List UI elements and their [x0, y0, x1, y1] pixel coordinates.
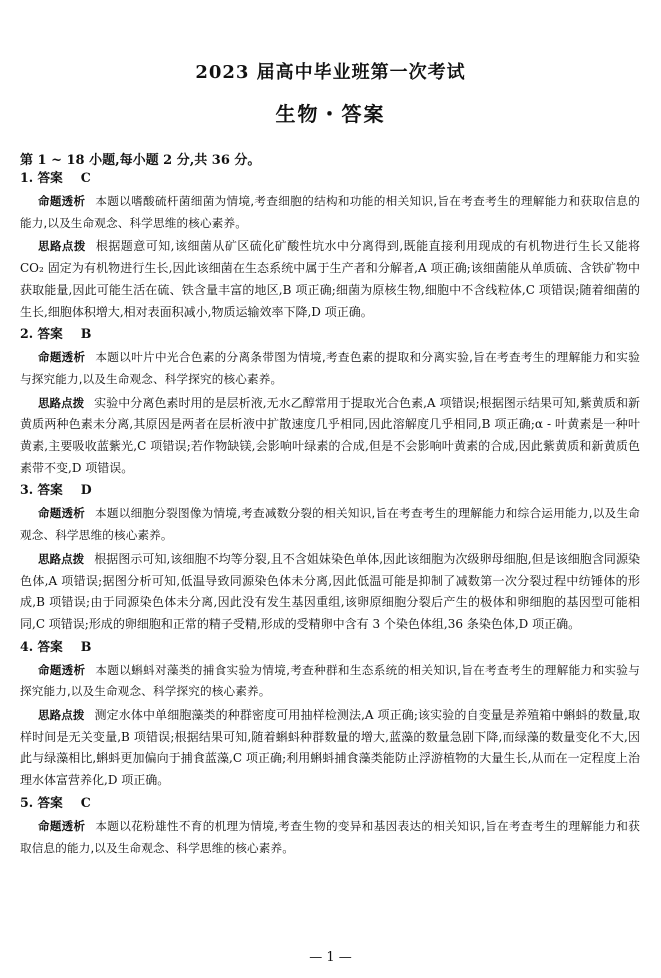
analysis-label: 思路点拨 — [38, 239, 86, 254]
commentary-text: 本题以花粉雄性不育的机理为情境,考查生物的变异和基因表达的相关知识,旨在考查考生的理解能力和获取信息的能力,以及生命观念、科学思维的核心素养。 — [20, 818, 640, 855]
commentary-paragraph — [20, 503, 640, 546]
answer-label: 答案 — [37, 638, 63, 654]
analysis-label: 思路点拨 — [38, 551, 85, 566]
analysis-text: 测定水体中单细胞藻类的种群密度可用抽样检测法,A 项正确;该实验的自变量是养殖箱中蝌蚪的数量,取样时间是无关变量,B 项错误;根据结果可知,随着蝌蚪种群数量的增大,蓝藻的数量急剧下降,而绿藻的数量变化不大,因此与绿藻相比,蝌蚪更加偏向于捕食蓝藻,C 项正确;利用蝌蚪捕食藻类能防止浮游植物的大量生长,从而在一定程度上治理水体富营养化,D 项正确。 — [20, 708, 641, 788]
analysis-paragraph — [20, 393, 640, 480]
commentary-paragraph — [20, 347, 640, 390]
commentary-text: 本题以蝌蚪对藻类的捕食实验为情境,考查种群和生态系统的相关知识,旨在考查考生的理解能力和实验与探究能力,以及生命观念、科学探究的核心素养。 — [20, 662, 640, 699]
page-number: — 1 — — [309, 950, 352, 965]
question-number: 1. — [20, 170, 34, 185]
commentary-label: 命题透析 — [38, 506, 86, 521]
analysis-text: 实验中分离色素时用的是层析液,无水乙醇常用于提取光合色素,A 项错误;根据图示结果可知,紫黄质和新黄质两种色素未分离,其原因是两者在层析液中扩散速度几乎相同,因此溶解度几乎相同,B 项正确;α - 叶黄素是一种叶黄素,主要吸收蓝紫光,C 项错误;若作物缺镁,会影响叶绿素的合成,但是不会影响叶黄素的合成,因此紫黄质和新黄质色素带不变,D 项错误。 — [20, 395, 640, 475]
commentary-label: 命题透析 — [38, 350, 86, 365]
answer-label: 答案 — [37, 794, 63, 810]
exam-title: 2023 届高中毕业班第一次考试 — [195, 62, 466, 83]
answer-list — [20, 170, 640, 862]
analysis-text: 根据图示可知,该细胞不均等分裂,且不含姐妹染色单体,因此该细胞为次级卵母细胞,但是该细胞含同源染色体,A 项错误;据图分析可知,低温导致同源染色体未分离,因此低温可能是抑制了减数第一次分裂过程中纺锤体的形成,B 项错误;由于同源染色体未分离,因此没有发生基因重组,该卵原细胞分裂后产生的极体和卵细胞的基因型可能相同,C 项错误;形成的卵细胞和正常的精子受精,形成的受精卵中含有 3 个染色体组,36 条染色体,D 项正确。 — [20, 551, 641, 631]
commentary-label: 命题透析 — [38, 818, 86, 833]
question-number: 4. — [20, 638, 34, 654]
answer-letter: C — [80, 170, 91, 185]
question-3 — [20, 482, 640, 635]
analysis-label: 思路点拨 — [38, 708, 85, 723]
answer-line — [20, 482, 640, 498]
commentary-paragraph — [20, 191, 640, 234]
answer-letter: D — [80, 482, 92, 498]
answer-line — [20, 639, 640, 655]
analysis-text: 根据题意可知,该细菌从矿区硫化矿酸性坑水中分离得到,既能直接利用现成的有机物进行生长又能将 CO₂ 固定为有机物进行生长,因此该细菌在生态系统中属于生产者和分解者,A 项正确;该细菌能从单质硫、含铁矿物中获取能量,因此可能生活在硫、铁含量丰富的地区,B 项正确;细菌为原核生物,细胞中不含线粒体,C 项错误;随着细菌的生长,细胞体积增大,相对表面积减小,物质运输效率下降,D 项正确。 — [20, 239, 641, 319]
scoring-note: 第 1 ~ 18 小题,每小题 2 分,共 36 分。 — [20, 153, 261, 168]
question-4 — [20, 639, 640, 792]
analysis-paragraph — [20, 705, 640, 792]
commentary-text: 本题以嗜酸硫杆菌细菌为情境,考查细胞的结构和功能的相关知识,旨在考查考生的理解能力和获取信息的能力,以及生命观念、科学思维的核心素养。 — [20, 194, 640, 230]
commentary-paragraph — [20, 660, 640, 703]
question-5 — [20, 795, 640, 859]
answer-line — [20, 795, 640, 811]
commentary-text: 本题以叶片中光合色素的分离条带图为情境,考查色素的提取和分离实验,旨在考查考生的理解能力和实验与探究能力,以及生命观念、科学探究的核心素养。 — [20, 350, 640, 386]
analysis-paragraph — [20, 549, 640, 636]
analysis-paragraph — [20, 236, 640, 323]
answer-letter: B — [80, 326, 92, 342]
answer-label: 答案 — [37, 170, 63, 185]
commentary-text: 本题以细胞分裂图像为情境,考查减数分裂的相关知识,旨在考查考生的理解能力和综合运用能力,以及生命观念、科学思维的核心素养。 — [20, 506, 640, 543]
answer-line — [20, 326, 640, 342]
analysis-label: 思路点拨 — [38, 395, 85, 410]
answer-label: 答案 — [37, 482, 63, 498]
commentary-label: 命题透析 — [38, 194, 86, 208]
question-number: 2. — [20, 326, 34, 342]
commentary-paragraph — [20, 816, 640, 859]
answer-label: 答案 — [37, 326, 63, 342]
question-2 — [20, 326, 640, 479]
answer-letter: B — [80, 638, 92, 654]
answer-subtitle: 生物・答案 — [275, 102, 386, 126]
commentary-label: 命题透析 — [38, 662, 86, 677]
answer-line — [20, 170, 640, 186]
question-1 — [20, 170, 640, 323]
question-number: 3. — [20, 482, 34, 498]
question-number: 5. — [20, 794, 34, 810]
answer-letter: C — [80, 794, 91, 810]
